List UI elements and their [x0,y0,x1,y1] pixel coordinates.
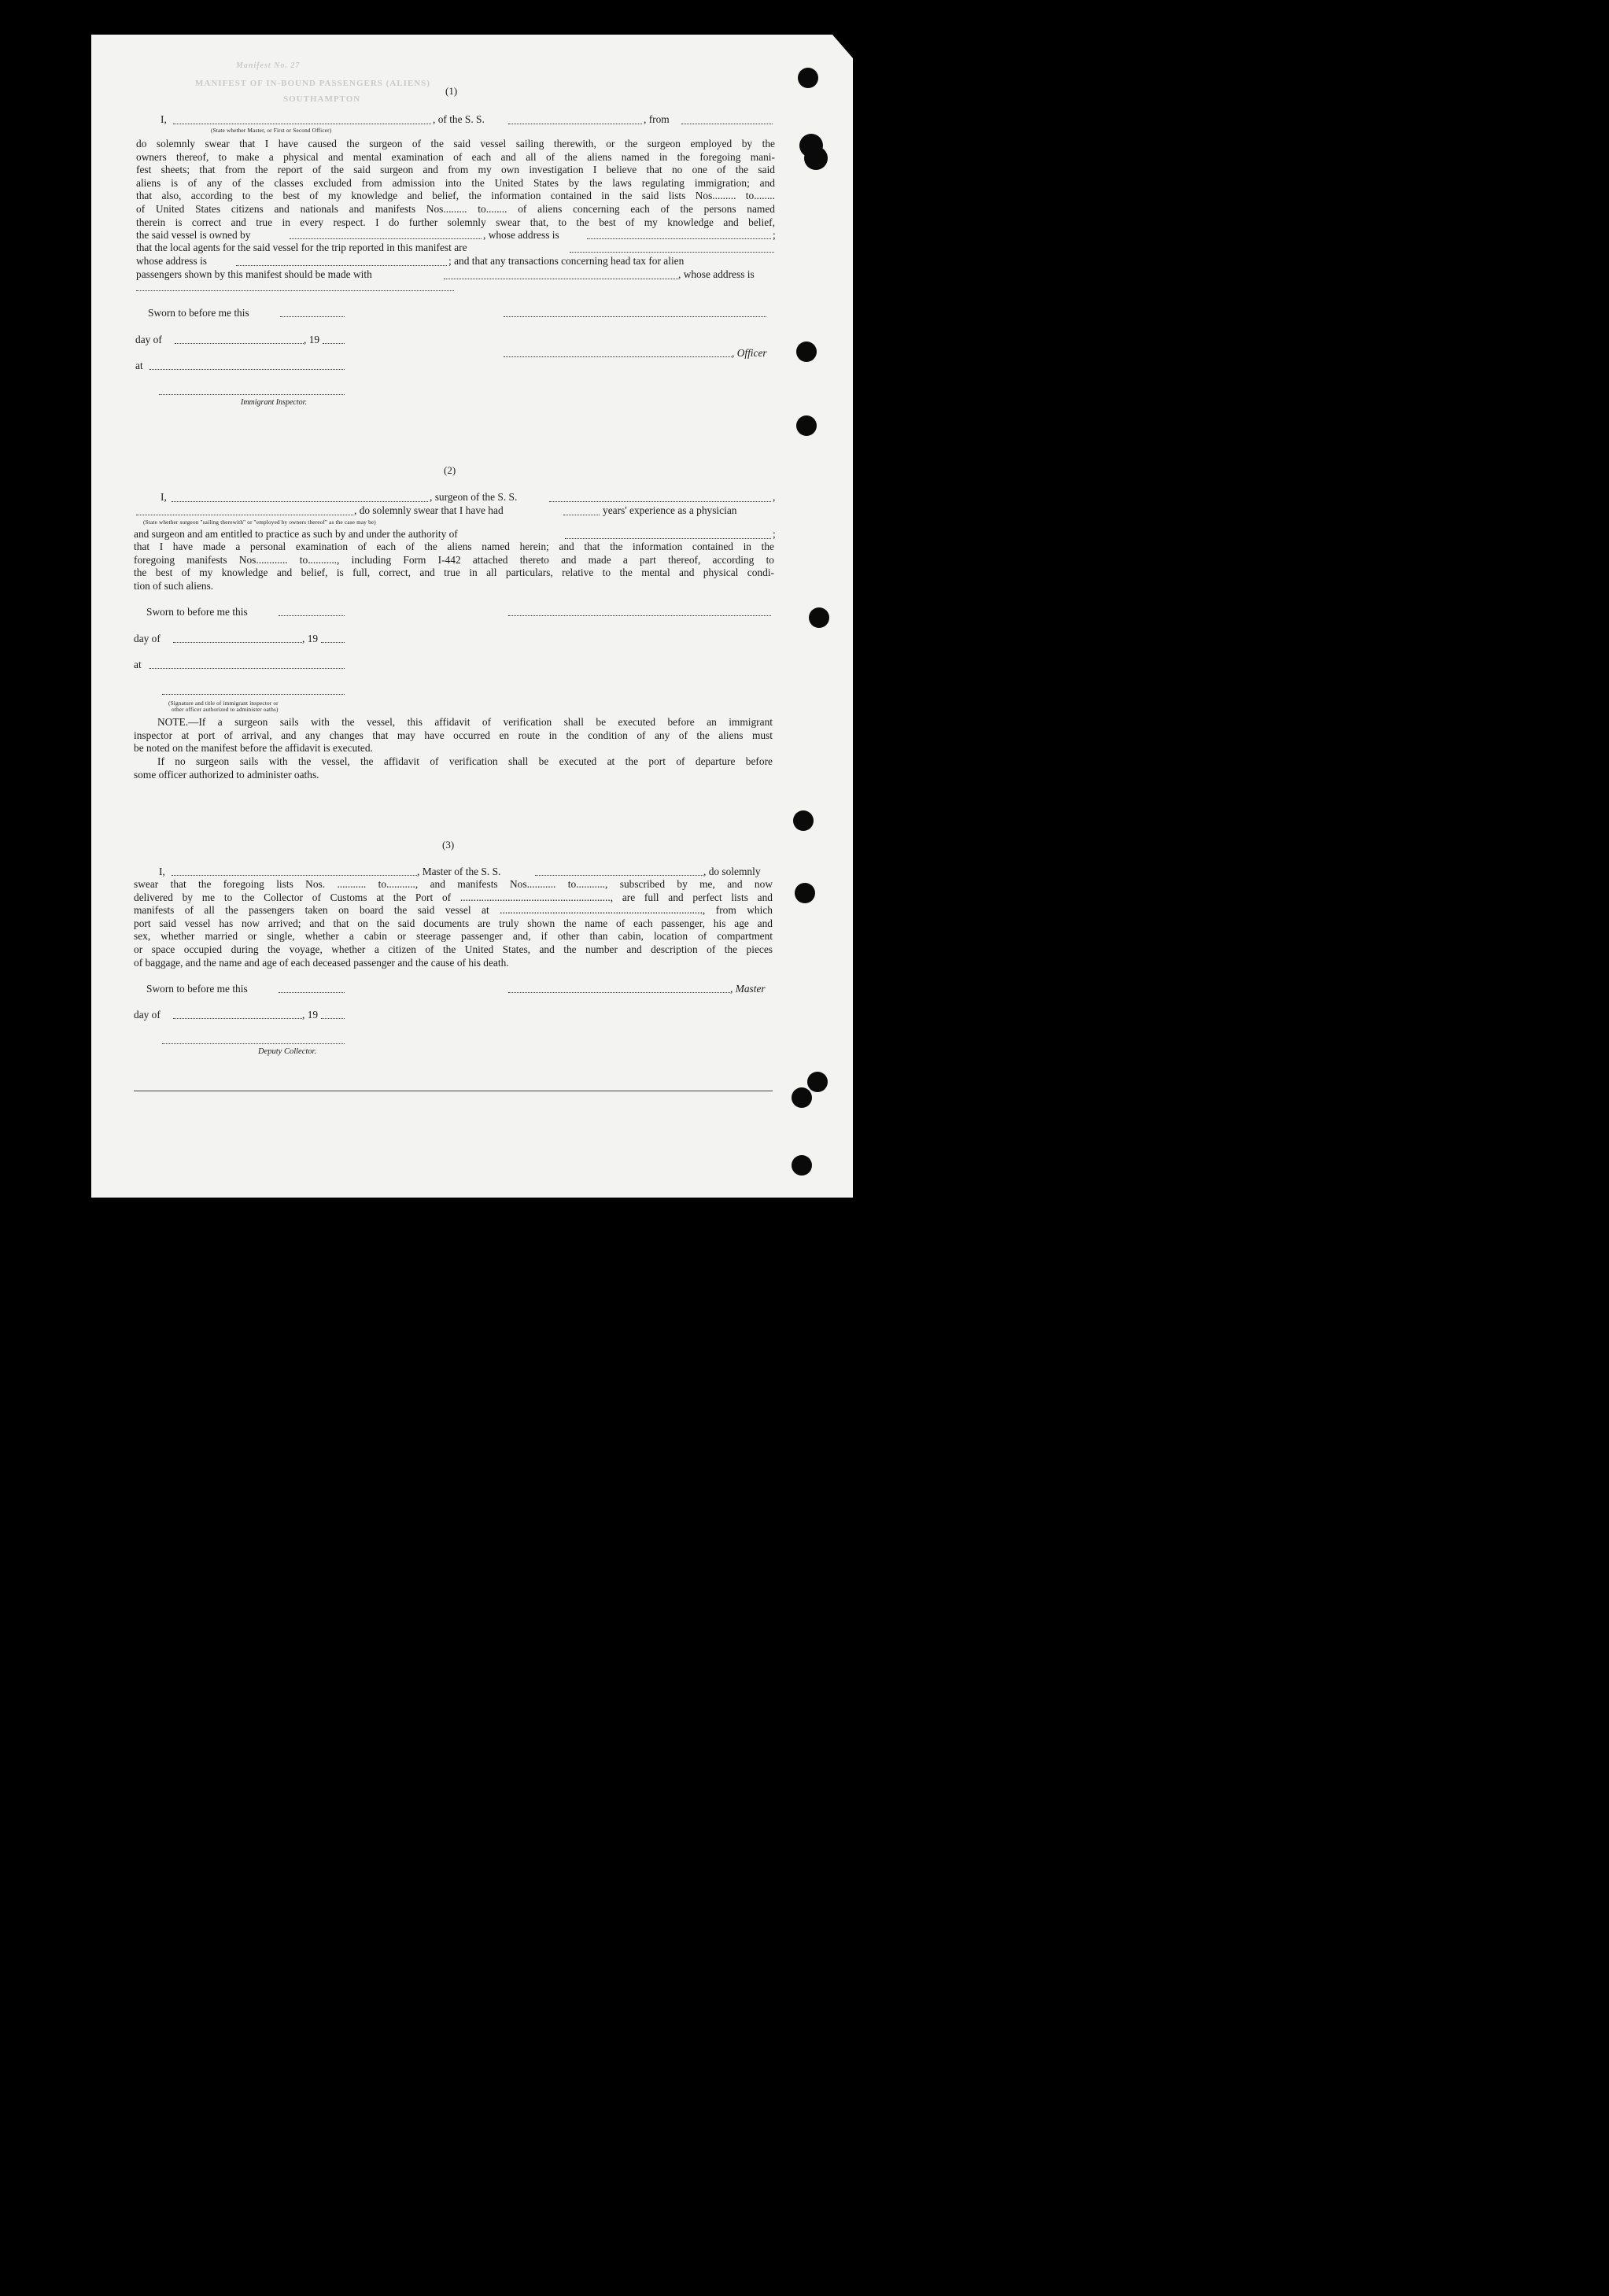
sworn-blank [279,992,345,993]
oath-line: swear that the foregoing lists Nos. ........... to..........., and manifests Nos........... to..........., subscribed by me, and now [134,878,773,890]
sworn-label: Sworn to before me this [148,307,249,319]
inspector-label: Immigrant Inspector. [241,398,307,407]
do-solemnly-text: , do solemnly swear that I have had [354,504,504,516]
surgeon-vessel-blank [549,501,771,502]
section-number: (2) [444,464,456,476]
sworn-blank [279,615,345,616]
oath-line: that I have made a personal examination of each of the aliens named herein; and that the information contained in the [134,541,774,552]
semicolon: ; [773,528,776,540]
owner-blank [290,238,482,239]
inspector-signature-blank [159,394,345,395]
day-blank [173,1018,302,1019]
head-tax-address-blank [136,290,454,291]
punch-hole [795,883,815,903]
stamp-line: Manifest No. 27 [236,61,301,70]
of-ss-label: , of the S. S. [433,113,485,125]
oath-line: delivered by me to the Collector of Customs at the Port of ........................................................., are full and perfect lists and [134,891,773,903]
note-line: If no surgeon sails with the vessel, the affidavit of verification shall be executed at the port of departure before [157,755,773,767]
sworn-label: Sworn to before me this [146,983,248,995]
oath-line: aliens is of any of the classes excluded from admission into the United States by the laws regulating immigration; and [136,176,775,189]
from-label: , from [644,113,670,125]
at-label: at [134,659,142,670]
local-agents-blank [570,252,774,253]
sworn-blank [280,316,345,317]
master-name-blank [172,875,417,876]
oath-line: do solemnly swear that I have caused the surgeon of the said vessel sailing therewith, or the surgeon employed by the [136,138,775,149]
authority-text: and surgeon and am entitled to practice as such by and under the authority of [134,528,458,540]
signature-caption: other officer authorized to administer oaths) [172,707,279,713]
officer-caption: (State whether Master, or First or Second Officer) [211,127,332,134]
punch-hole [792,1087,812,1108]
head-tax-address-label: , whose address is [678,268,755,280]
section-number: (1) [445,85,458,97]
semicolon: ; [773,229,776,241]
surgeon-signature-blank [508,615,771,616]
section-number: (3) [442,839,455,851]
punch-hole [809,607,829,628]
oath-line: therein is correct and true in every respect. I do further solemnly swear that, to the best of my knowledge and belief, [136,216,775,228]
comma: , [773,491,776,503]
year-blank [321,1018,345,1019]
punch-hole [792,1155,812,1176]
oath-lead: I, [161,113,167,125]
punch-hole [807,1072,828,1092]
oath-lead: I, [159,866,165,877]
day-of-label: day of [135,334,162,345]
place-blank [149,369,345,370]
solemnly-text: , do solemnly [703,866,761,877]
master-vessel-blank [535,875,703,876]
year-blank [321,642,345,643]
owner-address-label: , whose address is [483,229,559,241]
oath-line: of United States citizens and nationals and manifests Nos......... to........ of aliens concerning each of the persons named [136,203,775,215]
oath-line: owners thereof, to make a physical and mental examination of each and all of the aliens named in the foregoing mani- [136,150,775,163]
punch-hole [793,810,814,831]
passengers-text: passengers shown by this manifest should be made with [136,268,372,280]
inspector-signature-blank [162,694,345,695]
deputy-label: Deputy Collector. [258,1047,317,1056]
oath-line: the best of my knowledge and belief, is full, correct, and true in all particulars, relative to the mental and physical condi- [134,567,774,579]
year-label: , 19 [302,633,319,644]
place-blank [149,668,345,669]
oath-line: or space occupied during the voyage, whether a citizen of the United States, and the number and description of the pieces [134,943,773,955]
punch-hole [796,341,817,362]
punch-hole [796,415,817,436]
transactions-text: ; and that any transactions concerning head tax for alien [448,255,685,267]
oath-line: tion of such aliens. [134,580,214,592]
day-blank [173,642,302,643]
master-signature-blank [508,992,730,993]
note-line: be noted on the manifest before the affidavit is executed. [134,742,373,754]
surgeon-name-blank [172,501,428,502]
oath-line: of baggage, and the name and age of each deceased passenger and the cause of his death. [134,957,509,969]
oath-line: foregoing manifests Nos............ to..........., including Form I-442 attached thereto and made a part thereof, according to [134,553,774,566]
owner-address-blank [587,238,771,239]
note-line: NOTE.—If a surgeon sails with the vessel, this affidavit of verification shall be executed before an immigrant [157,716,773,728]
officer-label: , Officer [732,347,767,359]
note-line: inspector at port of arrival, and any changes that may have occurred en route in the condition of any of the aliens must [134,729,773,741]
agent-address-blank [236,265,447,266]
master-of-label: , Master of the S. S. [417,866,501,877]
oath-line: fest sheets; that from the report of the said surgeon and from my own investigation I believe that no one of the said [136,164,775,176]
deputy-signature-blank [162,1043,345,1044]
oath-line: port said vessel has now arrived; and that on the said documents are truly shown the name of each passenger, his age and [134,917,773,929]
master-label: , Master [730,983,766,995]
officer-signature-blank [504,316,766,317]
oath-line: sex, whether married or single, whether a cabin or steerage passenger and, if other than cabin, location of compartment [134,930,773,943]
stamp-line: SOUTHAMPTON [283,94,361,104]
officer-title-blank [504,356,732,357]
authority-blank [565,538,771,539]
day-of-label: day of [134,1009,161,1021]
punch-hole [798,68,818,88]
surgeon-caption: (State whether surgeon "sailing therewith" or "employed by owners thereof" as the case may be) [143,519,376,526]
signature-caption: (Signature and title of immigrant inspector or [168,700,279,707]
sworn-label: Sworn to before me this [146,606,248,618]
years-text: years' experience as a physician [603,504,737,516]
note-line: some officer authorized to administer oaths. [134,769,319,781]
day-blank [175,343,304,344]
agent-address-label: whose address is [136,255,208,267]
stamp-line: MANIFEST OF IN-BOUND PASSENGERS (ALIENS) [195,79,430,88]
year-label: , 19 [302,1009,319,1021]
oath-line: manifests of all the passengers taken on board the said vessel at ............................................................................., from which [134,904,773,917]
at-label: at [135,360,143,371]
oath-lead: I, [161,491,167,503]
owned-by-label: the said vessel is owned by [136,229,251,241]
oath-line: that also, according to the best of my knowledge and belief, the information contained in the said lists Nos......... to........ [136,190,775,202]
year-label: , 19 [304,334,320,345]
surgeon-of-label: , surgeon of the S. S. [430,491,518,503]
local-agents-label: that the local agents for the said vessel for the trip reported in this manifest are [136,242,467,253]
day-of-label: day of [134,633,161,644]
punch-hole [804,146,828,170]
year-blank [323,343,345,344]
